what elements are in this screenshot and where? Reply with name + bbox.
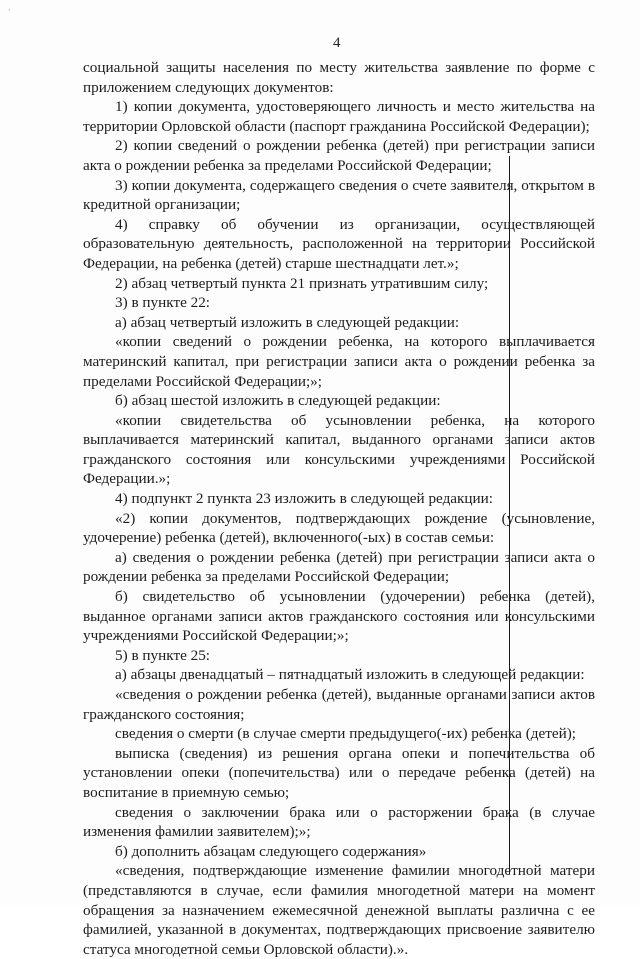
paragraph: 5) в пункте 25: — [115, 646, 211, 664]
paragraph: 2) абзац четвертый пункта 21 признать утратившим силу; — [115, 274, 489, 292]
paragraph: сведения о заключении брака или о расторжении брака (в случае изменения фамилии заявителем);»; — [83, 803, 595, 841]
paragraph: «копии свидетельства об усыновлении ребенка, на которого выплачивается материнский капитал, выданного органами записи актов гражданского состояния или консульскими учреждениями Российской Федерации.»; — [83, 411, 595, 488]
paragraph: а) абзац четвертый изложить в следующей редакции: — [115, 313, 460, 331]
paragraph: «2) копии документов, подтверждающих рождение (усыновление, удочерение) ребенка (детей), включенного(-ых) в состав семьи: — [83, 509, 595, 547]
paragraph: 3) в пункте 22: — [115, 294, 211, 312]
paragraph: выписка (сведения) из решения органа опеки и попечительства об установлении опеки (попечительства) или о передаче ребенка (детей) на воспитание в приемную семью; — [83, 744, 595, 801]
paragraph: социальной защиты населения по месту жительства заявление по форме с приложением следующих документов: — [83, 59, 595, 96]
paragraph: а) абзацы двенадцатый – пятнадцатый изложить в следующей редакции: — [115, 666, 585, 684]
paragraph: 1) копии документа, удостоверяющего личность и место жительства на территории Орловской области (паспорт гражданина Российской Федерации); — [83, 98, 595, 135]
paragraph: 4) справку об обучении из организации, осуществляющей образовательную деятельность, расположенной на территории Российской Федерации, на ребенка (детей) старше шестнадцати лет.»; — [83, 215, 595, 272]
paragraph: «копии сведений о рождении ребенка, на которого выплачивается материнский капитал, при регистрации записи акта о рождении ребенка за пределами Российской Федерации;»; — [83, 333, 595, 390]
paragraph: 2) копии сведений о рождении ребенка (детей) при регистрации записи акта о рождении ребенка за пределами Российской Федерации; — [83, 137, 595, 174]
page-number: 4 — [333, 35, 341, 51]
document-body — [83, 58, 595, 959]
paragraph: сведения о смерти (в случае смерти предыдущего(-их) ребенка (детей); — [115, 725, 577, 743]
paragraph: 3) копии документа, содержащего сведения о счете заявителя, открытом в кредитной организации; — [83, 176, 595, 214]
paragraph: б) свидетельство об усыновлении (удочерении) ребенка (детей), выданное органами записи актов гражданского состояния или консульскими учреждениями Российской Федерации;»; — [83, 588, 595, 645]
paragraph: «сведения о рождении ребенка (детей), выданные органами записи актов гражданского состояния; — [83, 686, 595, 723]
paragraph: б) дополнить абзацам следующего содержания» — [115, 842, 427, 860]
scan-mark: · — [8, 6, 11, 16]
paragraph: 4) подпункт 2 пункта 23 изложить в следующей редакции: — [115, 490, 494, 508]
paragraph: «сведения, подтверждающие изменение фамилии многодетной матери (представляются в случае, если фамилия многодетной матери на момент обращения за назначением ежемесячной денежной выплаты различна с ее фамилией, указанной в документах, подтверждающих присвоение заявителю статуса многодетной семьи Орловской области).». — [83, 862, 595, 958]
paragraph: а) сведения о рождении ребенка (детей) при регистрации записи акта о рождении ребенка за пределами Российской Федерации; — [83, 548, 595, 586]
paragraph: б) абзац шестой изложить в следующей редакции: — [115, 392, 441, 410]
